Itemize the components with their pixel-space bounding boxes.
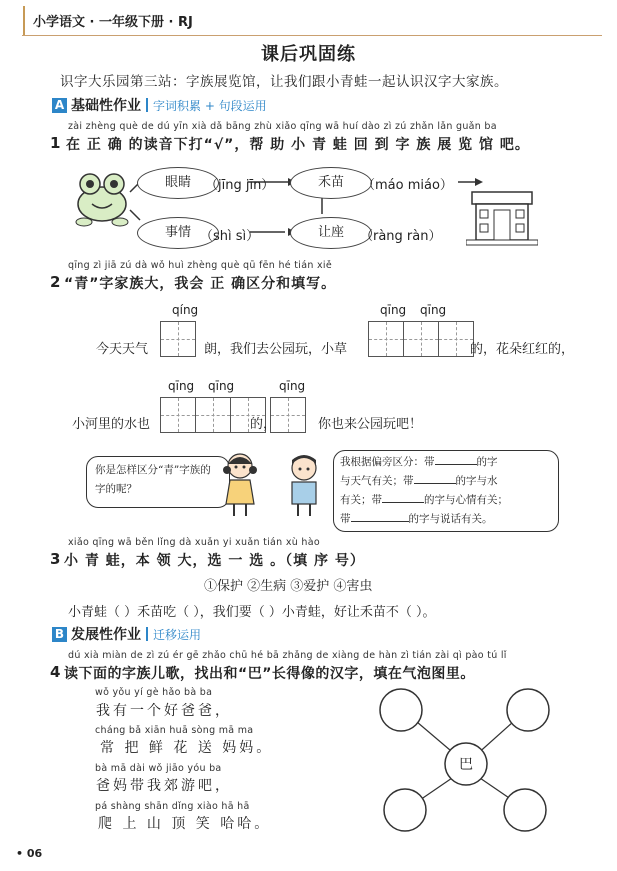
q2-l1-box2[interactable] xyxy=(368,321,474,357)
q2-l2-py1a: qīng xyxy=(168,379,195,393)
bubble-center-char: 巴 xyxy=(459,757,473,773)
section-a-badge: A xyxy=(52,98,67,113)
page-number: • 06 xyxy=(16,847,43,860)
bubble-top-left[interactable] xyxy=(380,689,422,731)
q3-number: 3 xyxy=(50,550,61,568)
q2-l1-py2a: qīng xyxy=(380,303,407,317)
blank-3[interactable] xyxy=(382,502,424,503)
section-b-badge: B xyxy=(52,627,67,642)
q2-l2-text1: 小河里的水也 xyxy=(72,417,151,432)
poem-py-1: wǒ yǒu yí gè hǎo bà ba xyxy=(95,687,213,698)
q1-number: 1 xyxy=(50,134,61,152)
q1-word-1: 眼睛 xyxy=(137,167,219,199)
poem-py-3: bà mā dài wǒ jiāo yóu ba xyxy=(95,763,222,774)
poem-py-2: cháng bǎ xiān huā sòng mā ma xyxy=(95,725,254,736)
q4-text: 读下面的字族儿歌，找出和“巴”长得像的汉字，填在气泡图里。 xyxy=(64,666,475,682)
q2-l2-py2: qīng xyxy=(279,379,306,393)
boy-speech-bubble: 我根据偏旁区分：带 的字 与天气有关；带 的字与水 有关；带 的字与心情有关； 带 的字与说话有关。 xyxy=(333,450,559,532)
poem-line-4: 爬 上 山 顶 笑 哈哈。 xyxy=(98,816,272,832)
section-b-sub: 迁移运用 xyxy=(153,627,202,642)
q2-pinyin: qīng zì jiā zú dà wǒ huì zhèng què qū fēn hé tián xiě xyxy=(68,260,332,271)
girl-speech-bubble: 你是怎样区分“青”字族的字的呢？ xyxy=(86,456,230,508)
page-header xyxy=(0,0,617,40)
section-a-divider xyxy=(146,98,148,112)
q2-text: “青”字家族大，我会 正 确区分和填写。 xyxy=(64,276,337,292)
section-a-sub: 字词积累 + 句段运用 xyxy=(153,98,267,113)
boy-icon xyxy=(282,452,326,520)
q1-choices-4: （ràng ràn） xyxy=(360,229,442,244)
header-bar xyxy=(23,6,25,36)
q2-l1-py2b: qīng xyxy=(420,303,447,317)
q2-l2-box2[interactable] xyxy=(270,397,306,433)
q4-pinyin: dú xià miàn de zì zú ér gē zhǎo chū hé bā zhǎng de xiàng de hàn zì tián zài qì pào tú lǐ xyxy=(68,650,507,661)
q2-l1-text1: 今天天气 xyxy=(96,342,149,357)
intro-text: 识字大乐园第三站：字族展览馆，让我们跟小青蛙一起认识汉字大家族。 xyxy=(60,74,508,90)
header-title: 小学语文 · 一年级下册 · RJ xyxy=(33,15,193,30)
q3-options: ①保护 ②生病 ③爱护 ④害虫 xyxy=(204,579,373,594)
bubble-bottom-right[interactable] xyxy=(504,789,546,831)
q2-l2-py1b: qīng xyxy=(208,379,235,393)
section-a-name: 基础性作业 xyxy=(71,98,141,114)
q1-word-2: 禾苗 xyxy=(290,167,372,199)
q1-pinyin: zài zhèng què de dú yīn xià dǎ bāng zhù xiǎo qīng wā huí dào zì zú zhǎn lǎn guǎn ba xyxy=(68,121,497,132)
header-divider xyxy=(22,35,602,36)
q2-l1-text2: 朗，我们去公园玩，小草 xyxy=(204,342,348,357)
q4-number: 4 xyxy=(50,663,61,681)
q3-sentence[interactable]: 小青蛙（ ）禾苗吃（ ），我们要（ ）小青蛙，好让禾苗不（ ）。 xyxy=(68,605,436,620)
q2-l1-text3: 的，花朵红红的， xyxy=(470,342,575,357)
q2-number: 2 xyxy=(50,273,61,291)
q1-word-4: 让座 xyxy=(290,217,372,249)
poem-line-3: 爸妈带我郊游吧， xyxy=(96,778,232,794)
q2-l1-box1[interactable] xyxy=(160,321,196,357)
q1-choices-2: （máo miáo） xyxy=(362,178,453,193)
q1-text: 在 正 确 的读音下打“√”，帮 助 小 青 蛙 回 到 字 族 展 览 馆 吧。 xyxy=(66,137,530,153)
museum-icon xyxy=(466,190,538,246)
blank-1[interactable] xyxy=(435,464,477,465)
q3-text: 小 青 蛙，本 领 大，选 一 选 。（填 序 号） xyxy=(64,553,365,569)
q1-choices-1: （jīng jīn） xyxy=(205,178,275,193)
girl-icon xyxy=(218,450,262,520)
bubble-bottom-left[interactable] xyxy=(384,789,426,831)
section-b-name: 发展性作业 xyxy=(71,627,141,643)
section-b-divider xyxy=(146,627,148,641)
poem-line-2: 常 把 鲜 花 送 妈妈。 xyxy=(100,740,274,756)
bubble-top-right[interactable] xyxy=(507,689,549,731)
section-a-heading xyxy=(52,96,267,114)
q3-pinyin: xiǎo qīng wā běn lǐng dà xuǎn yi xuǎn tián xù hào xyxy=(68,537,320,548)
poem-py-4: pá shàng shān dǐng xiào hā hā xyxy=(95,801,250,812)
blank-4[interactable] xyxy=(351,521,409,522)
q1-choices-3: （shì sì） xyxy=(200,229,260,244)
blank-2[interactable] xyxy=(414,483,456,484)
q1-word-3: 事情 xyxy=(137,217,219,249)
q2-l2-text2: 的， xyxy=(250,417,277,432)
poem-line-1: 我有一个好爸爸， xyxy=(96,703,232,719)
q2-l1-py1: qíng xyxy=(172,303,199,317)
section-b-heading xyxy=(52,625,201,643)
page-title: 课后巩固练 xyxy=(261,44,356,65)
q2-l2-text3: 你也来公园玩吧！ xyxy=(318,417,423,432)
